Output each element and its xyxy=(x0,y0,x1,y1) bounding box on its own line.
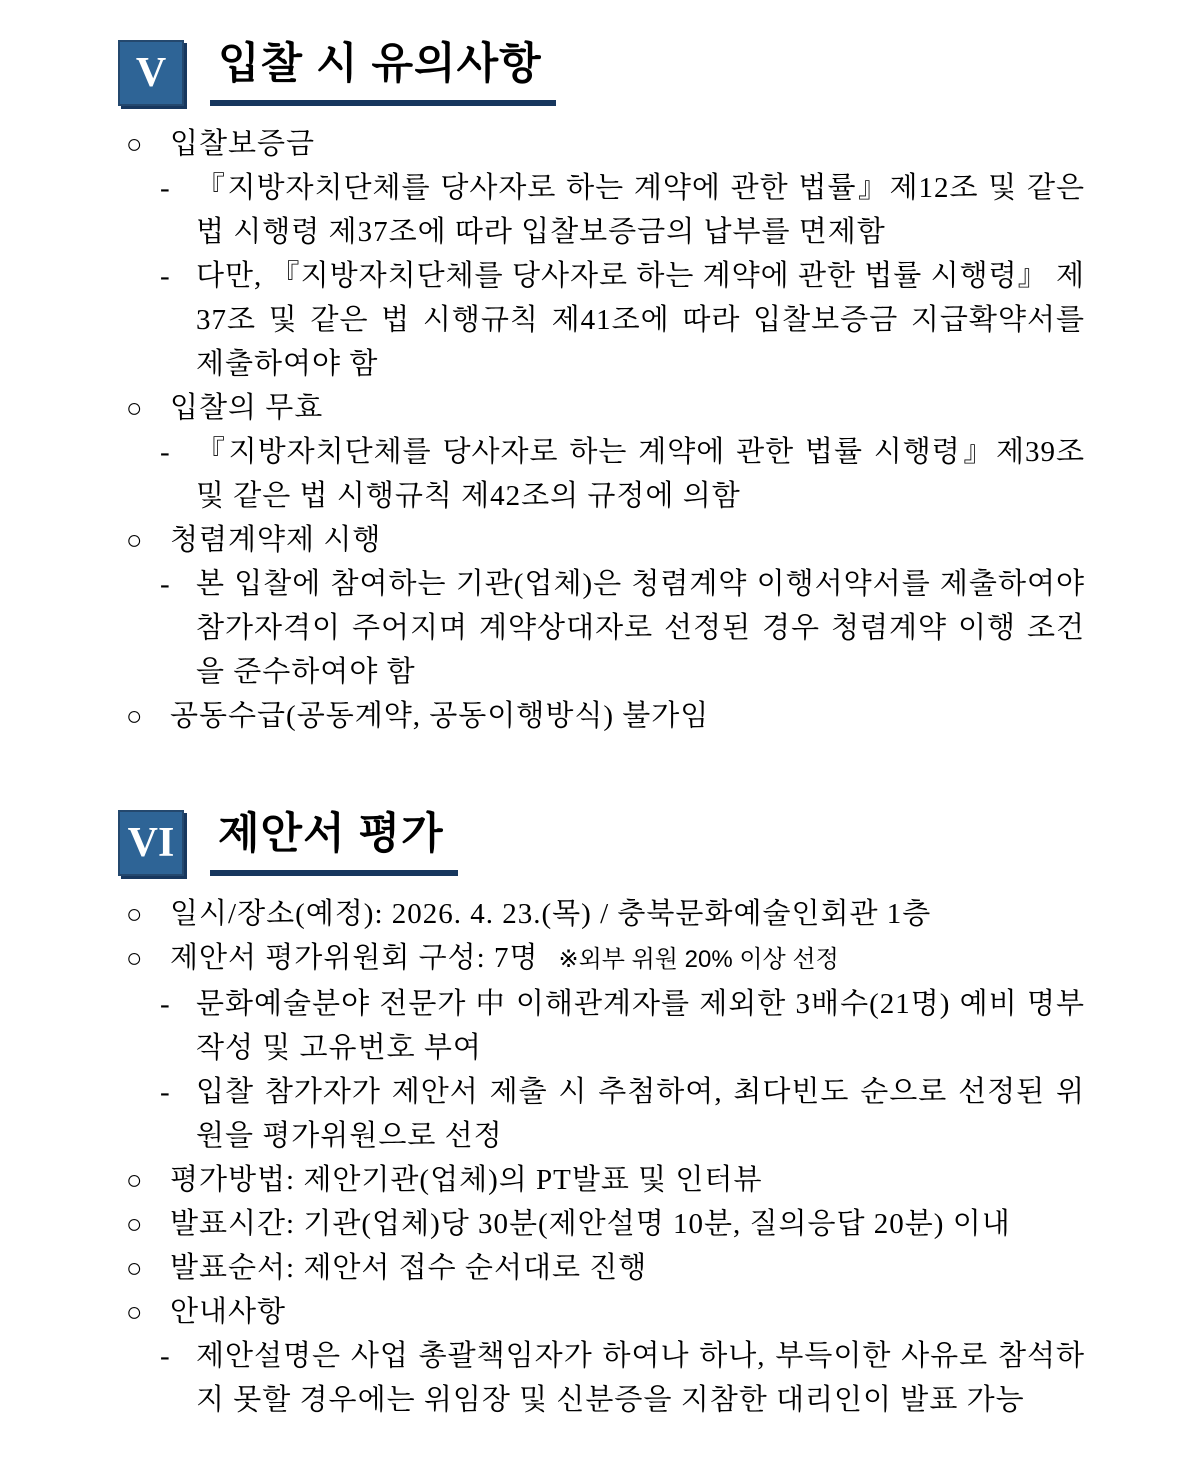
list-item-text: 발표시간: 기관(업체)당 30분(제안설명 10분, 질의응답 20분) 이내 xyxy=(170,1208,1011,1240)
section-title-underline xyxy=(210,38,556,106)
section-title: 입찰 시 유의사항 xyxy=(218,40,542,88)
section-bid-precautions xyxy=(126,38,1085,738)
circle-bullet-icon: ○ xyxy=(126,943,144,973)
dash-bullet-icon: - xyxy=(160,988,171,1020)
list-item-text: 안내사항 xyxy=(170,1296,287,1328)
dash-bullet-icon: - xyxy=(160,260,171,292)
list-item-text: 입찰의 무효 xyxy=(170,392,324,424)
list-item xyxy=(126,936,1085,1158)
section-title-underline xyxy=(210,808,458,876)
dash-bullet-icon: - xyxy=(160,1340,171,1372)
list-item xyxy=(126,694,1085,738)
section-proposal-evaluation xyxy=(126,808,1085,1422)
list-item xyxy=(126,892,1085,936)
circle-bullet-icon: ○ xyxy=(126,1297,144,1327)
list-item xyxy=(126,122,1085,386)
list-item-text: 제안서 평가위원회 구성: 7명 xyxy=(170,942,539,974)
list-item xyxy=(126,1290,1085,1422)
sub-item xyxy=(126,166,1085,254)
section-body xyxy=(126,892,1085,1422)
sub-item-text: 다만, 『지방자치단체를 당사자로 하는 계약에 관한 법률 시행령』 제37조 및 같은 법 시행규칙 제41조에 따라 입찰보증금 지급확약서를 제출하여야 함 xyxy=(196,260,1085,380)
section-title: 제안서 평가 xyxy=(218,810,444,858)
section-numeral-badge: VI xyxy=(118,810,184,876)
sub-item-text: 『지방자치단체를 당사자로 하는 계약에 관한 법률 시행령』제39조 및 같은 법 시행규칙 제42조의 규정에 의함 xyxy=(196,436,1085,512)
list-item xyxy=(126,386,1085,518)
section-header xyxy=(118,808,1085,876)
sub-item xyxy=(126,1334,1085,1422)
circle-bullet-icon: ○ xyxy=(126,1209,144,1239)
list-item-text: 일시/장소(예정): 2026. 4. 23.(목) / 충북문화예술인회관 1층 xyxy=(170,898,932,930)
circle-bullet-icon: ○ xyxy=(126,393,144,423)
list-item xyxy=(126,1246,1085,1290)
circle-bullet-icon: ○ xyxy=(126,129,144,159)
list-item-text: 발표순서: 제안서 접수 순서대로 진행 xyxy=(170,1252,648,1284)
section-numeral-badge: V xyxy=(118,40,184,106)
circle-bullet-icon: ○ xyxy=(126,1165,144,1195)
circle-bullet-icon: ○ xyxy=(126,899,144,929)
section-body xyxy=(126,122,1085,738)
dash-bullet-icon: - xyxy=(160,172,171,204)
dash-bullet-icon: - xyxy=(160,568,171,600)
sub-item-text: 입찰 참가자가 제안서 제출 시 추첨하여, 최다빈도 순으로 선정된 위원을 평가위원으로 선정 xyxy=(196,1076,1085,1152)
sub-item xyxy=(126,254,1085,386)
list-item xyxy=(126,1202,1085,1246)
sub-item xyxy=(126,562,1085,694)
list-item-text: 청렴계약제 시행 xyxy=(170,524,382,556)
list-item-text: 입찰보증금 xyxy=(170,128,316,160)
list-item-text: 공동수급(공동계약, 공동이행방식) 불가임 xyxy=(170,700,710,732)
sub-item xyxy=(126,982,1085,1070)
sub-item-text: 문화예술분야 전문가 中 이해관계자를 제외한 3배수(21명) 예비 명부 작성 및 고유번호 부여 xyxy=(196,988,1085,1064)
list-item-text: 평가방법: 제안기관(업체)의 PT발표 및 인터뷰 xyxy=(170,1164,763,1196)
sub-item-text: 『지방자치단체를 당사자로 하는 계약에 관한 법률』제12조 및 같은 법 시행령 제37조에 따라 입찰보증금의 납부를 면제함 xyxy=(196,172,1085,248)
list-item xyxy=(126,518,1085,694)
dash-bullet-icon: - xyxy=(160,1076,171,1108)
section-header xyxy=(118,38,1085,106)
circle-bullet-icon: ○ xyxy=(126,701,144,731)
sub-item xyxy=(126,430,1085,518)
sub-item-text: 본 입찰에 참여하는 기관(업체)은 청렴계약 이행서약서를 제출하여야 참가자격이 주어지며 계약상대자로 선정된 경우 청렴계약 이행 조건을 준수하여야 함 xyxy=(196,568,1085,688)
dash-bullet-icon: - xyxy=(160,436,171,468)
list-item xyxy=(126,1158,1085,1202)
sub-item-text: 제안설명은 사업 총괄책임자가 하여나 하나, 부득이한 사유로 참석하지 못할 경우에는 위임장 및 신분증을 지참한 대리인이 발표 가능 xyxy=(196,1340,1085,1416)
circle-bullet-icon: ○ xyxy=(126,525,144,555)
inline-note-text: ※외부 위원 20% 이상 선정 xyxy=(558,946,839,973)
sub-item xyxy=(126,1070,1085,1158)
circle-bullet-icon: ○ xyxy=(126,1253,144,1283)
